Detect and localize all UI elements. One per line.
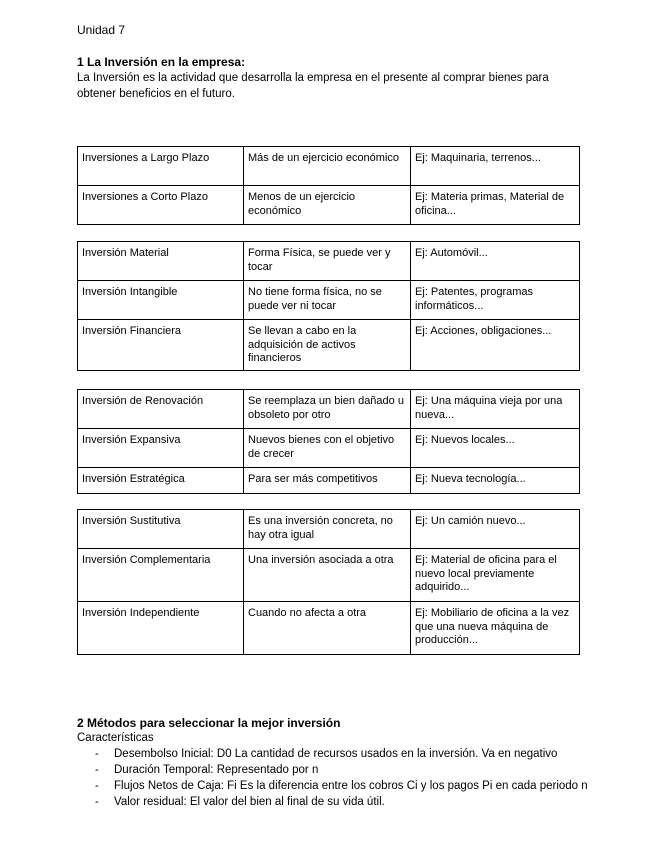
table-cell: Menos de un ejercicio económico: [244, 186, 411, 225]
bullet-dash: -: [95, 764, 99, 776]
table-cell: Más de un ejercicio económico: [244, 147, 411, 186]
table-cell: Ej: Material de oficina para el nuevo local previamente adquirido...: [411, 549, 580, 602]
table-cell: Ej: Mobiliario de oficina a la vez que una nueva máquina de producción...: [411, 602, 580, 655]
table-cell: Inversión Intangible: [78, 281, 244, 320]
unit-label: Unidad 7: [77, 23, 126, 37]
bullet-dash: -: [95, 796, 99, 808]
table-cell: Ej: Nueva tecnología...: [411, 468, 580, 494]
table-row: [78, 281, 580, 320]
list-item: [77, 746, 597, 762]
table-cell: Nuevos bienes con el objetivo de crecer: [244, 429, 411, 468]
list-item-text: Flujos Netos de Caja: Fi Es la diferencia entre los cobros Ci y los pagos Pi en cada periodo n: [114, 780, 588, 792]
table-cell: Ej: Maquinaria, terrenos...: [411, 147, 580, 186]
table-cell: Inversión Complementaria: [78, 549, 244, 602]
list-item: [77, 778, 597, 794]
table-cell: Una inversión asociada a otra: [244, 549, 411, 602]
investment-table-relation: [77, 509, 580, 655]
table-row: [78, 468, 580, 494]
section-1-title: 1 La Inversión en la empresa:: [77, 55, 246, 69]
list-item-text: Valor residual: El valor del bien al final de su vida útil.: [114, 796, 385, 808]
table-cell: Inversión Sustitutiva: [78, 510, 244, 549]
bullet-dash: -: [95, 748, 99, 760]
table-row: [78, 429, 580, 468]
list-item: [77, 762, 597, 778]
table-cell: Inversión Expansiva: [78, 429, 244, 468]
table-row: [78, 549, 580, 602]
investment-table-term: [77, 146, 580, 225]
table-cell: Se reemplaza un bien dañado u obsoleto por otro: [244, 390, 411, 429]
table-cell: Ej: Una máquina vieja por una nueva...: [411, 390, 580, 429]
table-cell: Se llevan a cabo en la adquisición de activos financieros: [244, 320, 411, 371]
table-cell: Inversión de Renovación: [78, 390, 244, 429]
table-cell: Ej: Un camión nuevo...: [411, 510, 580, 549]
table-cell: Es una inversión concreta, no hay otra igual: [244, 510, 411, 549]
list-item-text: Desembolso Inicial: D0 La cantidad de recursos usados en la inversión. Va en negativo: [114, 748, 558, 760]
table-cell: Inversión Financiera: [78, 320, 244, 371]
table-cell: Ej: Automóvil...: [411, 242, 580, 281]
table-row: [78, 390, 580, 429]
table-row: [78, 510, 580, 549]
section-2-title: 2 Métodos para seleccionar la mejor inversión: [77, 716, 341, 730]
section-1-paragraph: La Inversión es la actividad que desarrolla la empresa en el presente al comprar bienes para obtener beneficios en el futuro.: [77, 72, 549, 100]
table-row: [78, 242, 580, 281]
section-2: [77, 716, 597, 810]
table-cell: Ej: Materia primas, Material de oficina...: [411, 186, 580, 225]
table-cell: Inversiones a Largo Plazo: [78, 147, 244, 186]
list-item-text: Duración Temporal: Representado por n: [114, 764, 319, 776]
table-row: [78, 320, 580, 371]
table-cell: Inversión Material: [78, 242, 244, 281]
section-1: [77, 55, 577, 102]
table-cell: Inversión Independiente: [78, 602, 244, 655]
table-cell: Inversión Estratégica: [78, 468, 244, 494]
table-cell: Ej: Patentes, programas informáticos...: [411, 281, 580, 320]
table-cell: Ej: Acciones, obligaciones...: [411, 320, 580, 371]
table-row: [78, 186, 580, 225]
bullet-dash: -: [95, 780, 99, 792]
table-cell: Forma Física, se puede ver y tocar: [244, 242, 411, 281]
investment-table-purpose: [77, 389, 580, 494]
table-cell: No tiene forma física, no se puede ver ni tocar: [244, 281, 411, 320]
table-cell: Cuando no afecta a otra: [244, 602, 411, 655]
characteristics-list: [77, 746, 597, 810]
table-cell: Para ser más competitivos: [244, 468, 411, 494]
list-item: [77, 794, 597, 810]
section-2-subtitle: Características: [77, 732, 154, 744]
table-row: [78, 602, 580, 655]
table-cell: Inversiones a Corto Plazo: [78, 186, 244, 225]
table-cell: Ej: Nuevos locales...: [411, 429, 580, 468]
investment-table-nature: [77, 241, 580, 371]
table-row: [78, 147, 580, 186]
